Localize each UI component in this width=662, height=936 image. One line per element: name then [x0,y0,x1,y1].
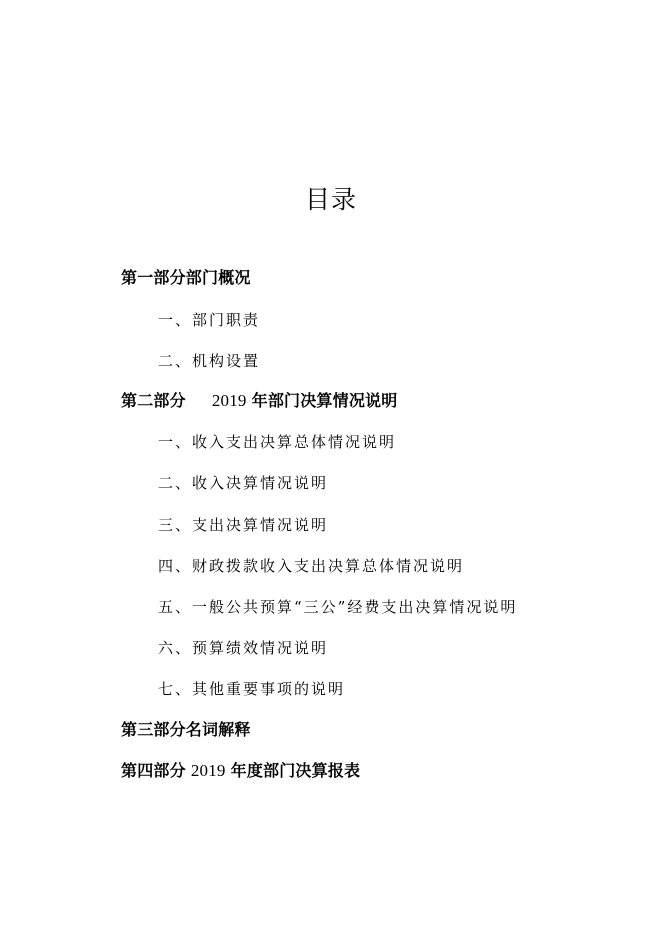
toc-part-3[interactable]: 第三部分名词解释 [121,720,251,739]
toc-item-2-4[interactable]: 四、财政拨款收入支出决算总体情况说明 [158,557,465,575]
toc-part-4-suffix: 年度部门决算报表 [230,761,361,780]
toc-item-2-2[interactable]: 二、收入决算情况说明 [158,474,329,492]
toc-item-2-6[interactable]: 六、预算绩效情况说明 [158,639,329,657]
toc-item-2-7[interactable]: 七、其他重要事项的说明 [158,680,346,698]
toc-part-4[interactable] [121,760,360,782]
toc-part-4-prefix: 第四部分 [121,761,186,780]
toc-part-2-prefix: 第二部分 [121,391,186,410]
toc-item-2-3[interactable]: 三、支出决算情况说明 [158,516,329,534]
toc-item-1-1[interactable]: 一、部门职责 [158,311,261,329]
toc-part-2-suffix: 年部门决算情况说明 [251,391,398,410]
toc-part-1[interactable]: 第一部分部门概况 [121,268,251,287]
toc-part-2[interactable] [121,390,397,412]
page-title: 目录 [304,185,357,214]
toc-part-2-year: 2019 [211,391,247,410]
toc-item-2-1[interactable]: 一、收入支出决算总体情况说明 [158,433,397,451]
toc-item-1-2[interactable]: 二、机构设置 [158,352,261,370]
toc-part-4-year: 2019 [190,761,226,780]
toc-item-2-5[interactable]: 五、一般公共预算“三公”经费支出决算情况说明 [158,598,518,616]
